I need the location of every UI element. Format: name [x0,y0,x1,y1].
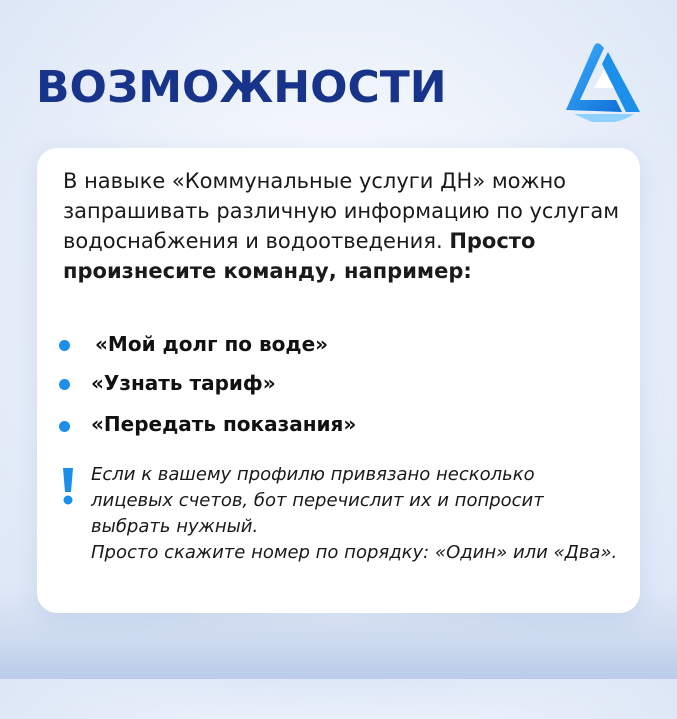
bullet-dot-icon [59,421,70,432]
page-title: ВОЗМОЖНОСТИ [36,62,447,113]
bullet-dot-icon [59,340,70,351]
note-line-2: Просто скажите номер по порядку: «Один» или «Два». [91,542,618,563]
bullet-dot-icon [59,379,70,390]
note-line-1: Если к вашему профилю привязано несколько лицевых счетов, бот перечислит их и попросит выбрать нужный. [91,464,544,537]
intro-regular: В навыке «Коммунальные услуги ДН» можно запрашивать различную информацию по услугам водоснабжения и водоотведения. [63,169,620,253]
command-text: «Узнать тариф» [91,371,276,395]
command-text: «Передать показания» [91,412,357,436]
intro-text [63,166,623,286]
note-text [91,462,621,566]
intro-bold: Просто произнесите команду, например: [63,229,536,283]
exclamation-icon [57,466,79,506]
info-card [37,148,640,613]
command-text: «Мой долг по воде» [95,332,329,356]
triangle-a-logo-icon [560,38,644,122]
